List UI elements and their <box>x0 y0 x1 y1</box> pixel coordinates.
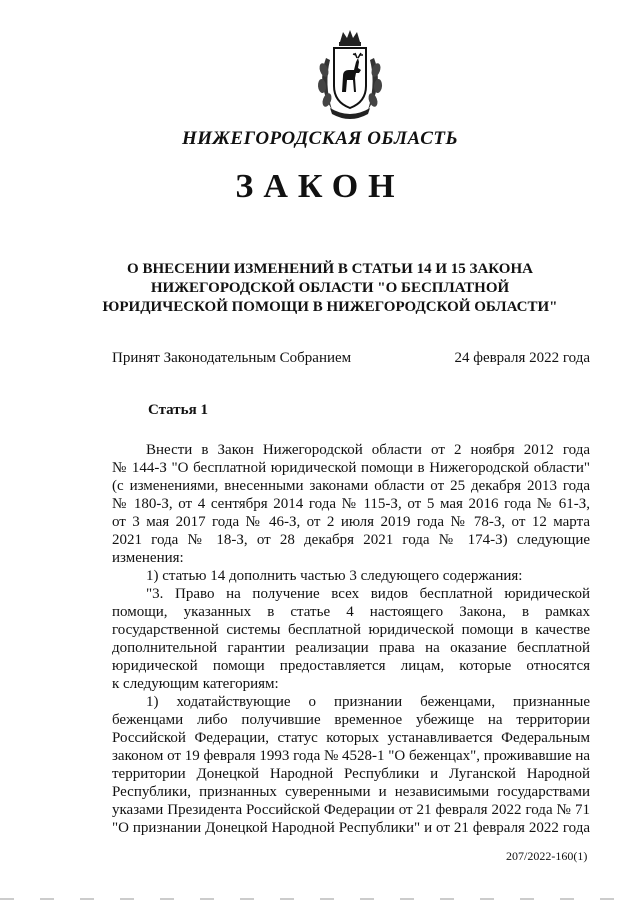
law-title-line: О ВНЕСЕНИИ ИЗМЕНЕНИЙ В СТАТЬИ 14 И 15 ЗАКОНА <box>127 261 533 277</box>
body-line: 1) статью 14 дополнить частью 3 следующего содержания: <box>146 568 523 584</box>
article-heading: Статья 1 <box>148 402 208 418</box>
body-line: Внести в Закон Нижегородской области от 2 ноября 2012 года <box>146 442 590 458</box>
body-line: беженцами либо получившие временное убежище на территории <box>112 712 590 728</box>
body-line: 1) ходатайствующие о признании беженцами, признанные <box>146 694 590 710</box>
scan-artifact-line <box>0 898 640 900</box>
document-number: 207/2022-160(1) <box>506 849 588 863</box>
body-line: от 3 мая 2017 года № 46-З, от 2 июля 2019 года № 78-З, от 12 марта <box>112 514 590 530</box>
region-name: НИЖЕГОРОДСКАЯ ОБЛАСТЬ <box>181 128 459 149</box>
body-line: (с изменениями, внесенными законами области от 25 декабря 2013 года <box>112 478 590 494</box>
body-line: № 144-З "О бесплатной юридической помощи в Нижегородской области" <box>112 460 590 476</box>
body-line: территории Донецкой Народной Республики и Луганской Народной <box>112 766 590 782</box>
body-line: законом от 19 февраля 1993 года № 4528-1 "О беженцах", проживавшие на <box>112 748 590 764</box>
body-line: № 180-З, от 4 сентября 2014 года № 115-З, от 5 мая 2016 года № 61-З, <box>112 496 590 512</box>
body-line: помощи, указанных в статье 4 настоящего Закона, в рамках <box>112 604 590 620</box>
body-line: "3. Право на получение всех видов бесплатной юридической <box>146 586 590 602</box>
adoption-date: 24 февраля 2022 года <box>454 350 590 366</box>
article-body <box>112 441 590 837</box>
law-title-line: ЮРИДИЧЕСКОЙ ПОМОЩИ В НИЖЕГОРОДСКОЙ ОБЛАСТИ" <box>102 299 558 315</box>
law-title-line: НИЖЕГОРОДСКОЙ ОБЛАСТИ "О БЕСПЛАТНОЙ <box>150 280 510 296</box>
document-type: ЗАКОН <box>235 168 405 205</box>
body-line: Республики, признанных суверенными и независимыми государствами <box>112 784 590 800</box>
body-line: государственной системы бесплатной юридической помощи в качестве <box>112 622 590 638</box>
body-line: к следующим категориям: <box>112 676 279 692</box>
coat-of-arms-emblem <box>312 28 388 122</box>
body-line: юридической помощи предоставляется лицам, которые относятся <box>112 658 590 674</box>
body-line: изменения: <box>112 550 184 566</box>
law-title <box>60 260 600 317</box>
body-line: "О признании Донецкой Народной Республики" и от 21 февраля 2022 года <box>112 820 590 836</box>
body-line: указами Президента Российской Федерации от 21 февраля 2022 года № 71 <box>112 802 590 818</box>
body-line: Российской Федерации, статус которых устанавливается Федеральным <box>112 730 590 746</box>
adoption-info <box>112 350 590 367</box>
body-line: дополнительной гарантии реализации права на оказание бесплатной <box>112 640 590 656</box>
body-line: 2021 года № 18-З, от 28 декабря 2021 года № 174-З) следующие <box>112 532 590 548</box>
adoption-label: Принят Законодательным Собранием <box>112 350 352 366</box>
